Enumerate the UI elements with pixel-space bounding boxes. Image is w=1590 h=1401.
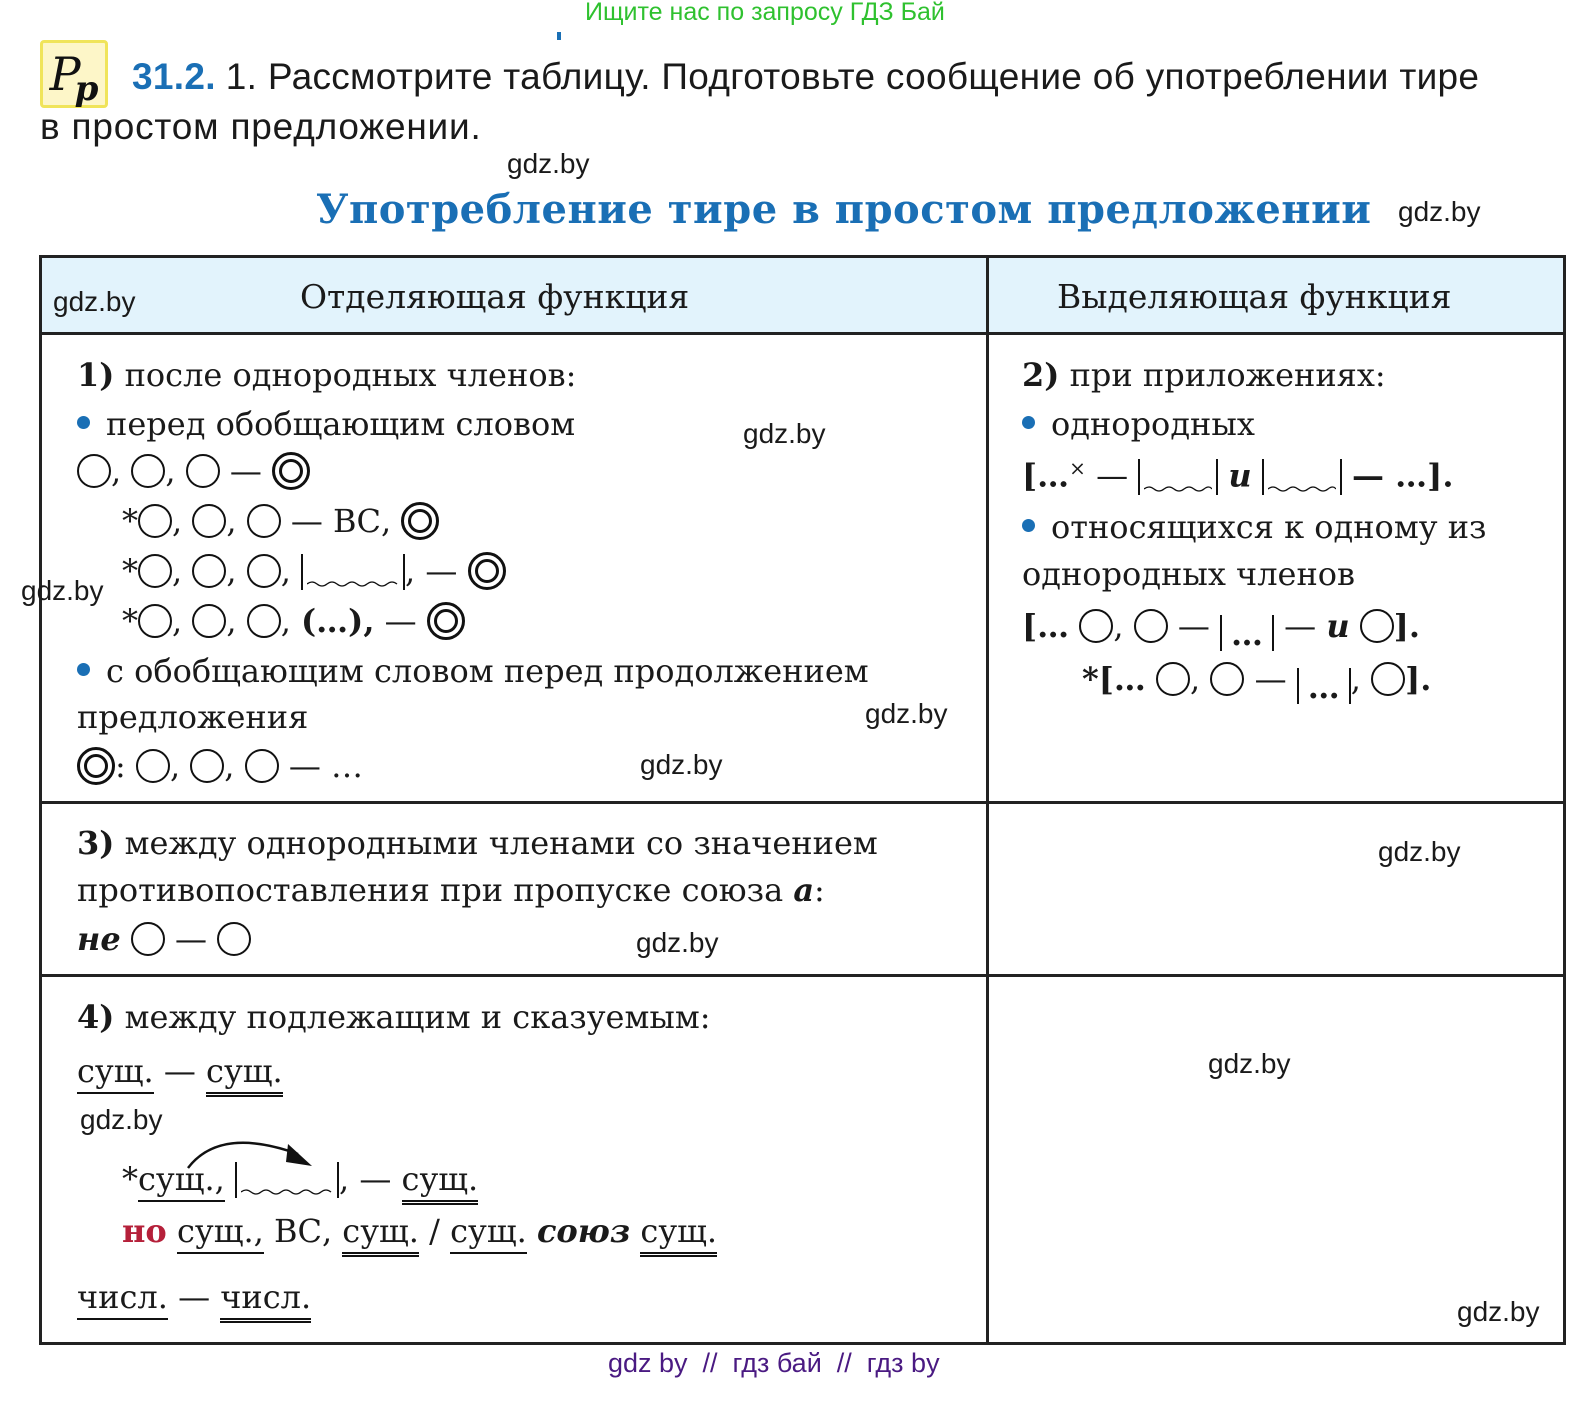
bullet-icon <box>77 416 90 429</box>
column-divider <box>986 255 989 1345</box>
homogeneous-member-circle-icon <box>247 504 281 538</box>
homogeneous-member-circle-icon <box>192 504 226 538</box>
watermark: gdz.by <box>53 286 136 317</box>
homogeneous-member-circle-icon <box>192 604 226 638</box>
homogeneous-member-circle-icon <box>1371 662 1405 696</box>
task-number: 31.2. <box>132 56 216 97</box>
watermark: gdz.by <box>636 927 719 958</box>
cell3-line-1: 3) между однородными членами со значением <box>77 824 878 862</box>
homogeneous-member-circle-icon <box>138 504 172 538</box>
rhetoric-pp-icon: $P_p$ <box>40 40 108 108</box>
cell1-bullet-1: перед обобщающим словом <box>77 405 575 443</box>
generalizing-word-double-circle-icon <box>77 747 115 785</box>
scheme-contrast: не — <box>77 920 251 958</box>
homogeneous-member-circle-icon <box>77 454 111 488</box>
watermark: gdz.by <box>507 148 590 179</box>
homogeneous-member-circle-icon <box>131 922 165 956</box>
task-line-1 <box>132 56 1479 98</box>
row-divider <box>39 974 1566 977</box>
watermark: gdz.by <box>80 1104 163 1135</box>
task-text: 1. Рассмотрите таблицу. Подготовьте сообщение об употреблении тире <box>225 56 1480 97</box>
watermark: gdz.by <box>21 575 104 606</box>
watermark: gdz.by <box>640 749 723 780</box>
scheme-num-num: числ. — числ. <box>77 1278 311 1316</box>
scheme-3: * , , , , — <box>122 552 506 590</box>
watermark: gdz.by <box>1398 196 1481 227</box>
homogeneous-member-circle-icon <box>245 749 279 783</box>
watermark: gdz.by <box>1457 1296 1540 1327</box>
homogeneous-member-circle-icon <box>247 604 281 638</box>
apposition-wavy-icon <box>1138 459 1218 495</box>
watermark: gdz.by <box>743 418 826 449</box>
cell1-bullet-2: с обобщающим словом перед продолжением <box>77 652 869 690</box>
scheme-apposition-2: [… , — … — и ]. <box>1022 607 1421 653</box>
homogeneous-member-circle-icon <box>138 554 172 588</box>
homogeneous-member-circle-icon <box>192 554 226 588</box>
footer-watermark: gdz by // гдз бай // гдз by <box>608 1348 940 1378</box>
homogeneous-member-circle-icon <box>1156 662 1190 696</box>
bullet-icon <box>1022 519 1035 532</box>
homogeneous-member-circle-icon <box>1360 609 1394 643</box>
generalizing-word-double-circle-icon <box>468 552 506 590</box>
cell2-heading: 2) при приложениях: <box>1022 356 1386 394</box>
cell2-bullet-2-cont: однородных членов <box>1022 555 1356 593</box>
row-divider <box>39 801 1566 804</box>
homogeneous-member-circle-icon <box>1210 662 1244 696</box>
header-separating-function: Отделяющая функция <box>300 277 690 316</box>
participial-phrase-wavy-icon <box>301 554 405 590</box>
watermark: gdz.by <box>865 698 948 729</box>
generalizing-word-double-circle-icon <box>272 452 310 490</box>
homogeneous-member-circle-icon <box>217 922 251 956</box>
homogeneous-member-circle-icon <box>131 454 165 488</box>
cell1-heading: 1) после однородных членов: <box>77 356 577 394</box>
cell3-line-2: противопоставления при пропуске союза а: <box>77 871 825 909</box>
apposition-wavy-icon: … <box>1220 615 1274 651</box>
scheme-apposition-3: *[… , — … , ]. <box>1082 660 1432 706</box>
generalizing-word-double-circle-icon <box>401 502 439 540</box>
homogeneous-member-circle-icon <box>190 749 224 783</box>
decorative-dot <box>557 32 561 40</box>
scheme-noun-phrase-noun: *сущ., , — сущ. <box>122 1160 478 1198</box>
apposition-wavy-icon: … <box>1297 668 1351 704</box>
cell2-bullet-2: относящихся к одному из <box>1022 508 1486 546</box>
homogeneous-member-circle-icon <box>186 454 220 488</box>
header-highlighting-function: Выделяющая функция <box>1057 277 1452 316</box>
bullet-icon <box>77 663 90 676</box>
scheme-5: : , , — … <box>77 747 363 785</box>
scheme-noun-noun: сущ. — сущ. <box>77 1052 283 1090</box>
scheme-apposition-1: […× — и — …]. <box>1022 456 1454 495</box>
search-banner: Ищите нас по запросу ГДЗ Бай <box>585 0 945 26</box>
participial-phrase-wavy-icon <box>235 1162 339 1198</box>
homogeneous-member-circle-icon <box>138 604 172 638</box>
watermark: gdz.by <box>1208 1048 1291 1079</box>
homogeneous-member-circle-icon <box>1079 609 1113 643</box>
homogeneous-member-circle-icon <box>247 554 281 588</box>
generalizing-word-double-circle-icon <box>427 602 465 640</box>
table-title: Употребление тире в простом предложении <box>316 186 1372 233</box>
apposition-wavy-icon <box>1262 459 1342 495</box>
cell4-heading: 4) между подлежащим и сказуемым: <box>77 998 711 1036</box>
homogeneous-member-circle-icon <box>1134 609 1168 643</box>
scheme-2: * , , — ВС, <box>122 502 439 540</box>
scheme-but: но сущ., ВС, сущ. / сущ. союз сущ. <box>122 1212 717 1250</box>
cell1-bullet-2-cont: предложения <box>77 698 309 736</box>
scheme-1: , , — <box>77 452 310 490</box>
homogeneous-member-circle-icon <box>136 749 170 783</box>
bullet-icon <box>1022 416 1035 429</box>
cell2-bullet-1: однородных <box>1022 405 1255 443</box>
watermark: gdz.by <box>1378 836 1461 867</box>
scheme-4: * , , , (…), — <box>122 602 465 640</box>
task-line-2: в простом предложении. <box>40 106 482 147</box>
